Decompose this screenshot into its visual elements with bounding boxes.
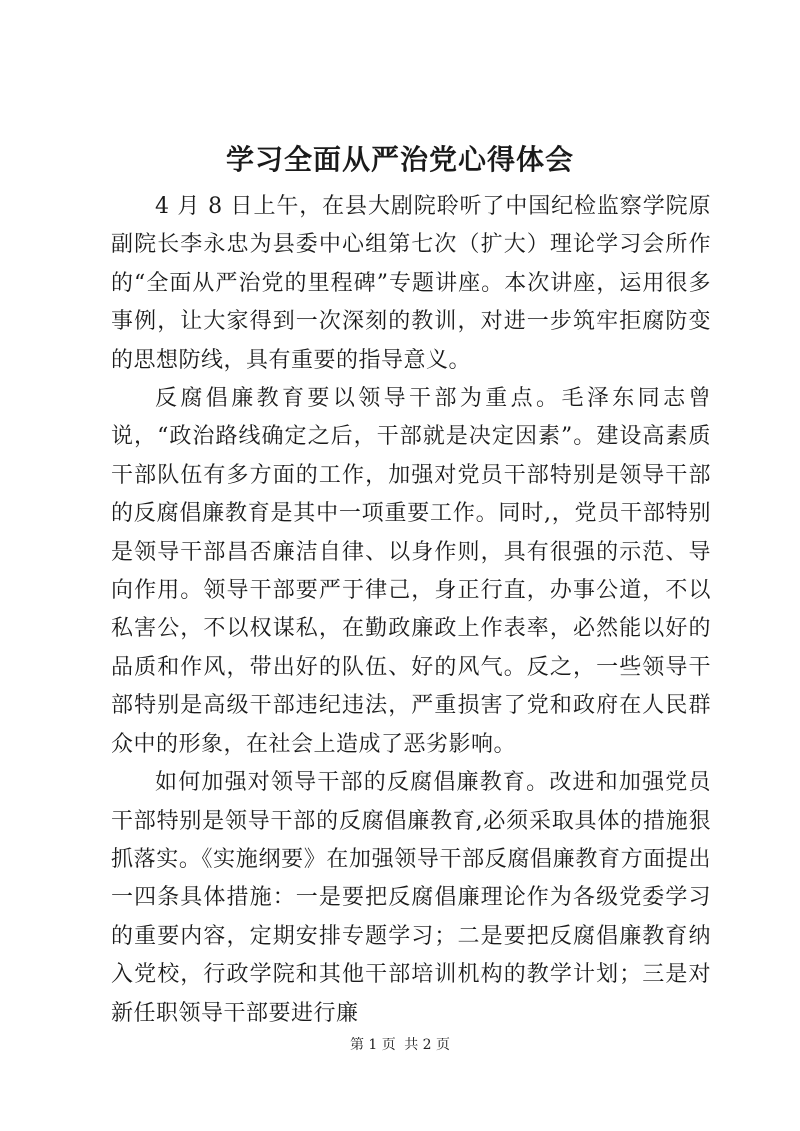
document-body bbox=[111, 188, 711, 1033]
page-footer bbox=[0, 1035, 800, 1055]
document-title: 学习全面从严治党心得体会 bbox=[225, 143, 574, 176]
paragraph: 4 月 8 日上午，在县大剧院聆听了中国纪检监察学院原副院长李永忠为县委中心组第七次（扩大）理论学习会所作的“全面从严治党的里程碑”专题讲座。本次讲座，运用很多事例，让大家得到一次深刻的教训，对进一步筑牢拒腐防变的思想防线，具有重要的指导意义。 bbox=[111, 194, 711, 373]
paragraph: 如何加强对领导干部的反腐倡廉教育。改进和加强党员干部特别是领导干部的反腐倡廉教育,必须采取具体的措施狠抓落实。《实施纲要》在加强领导干部反腐倡廉教育方面提出一四条具体措施：一是要把反腐倡廉理论作为各级党委学习的重要内容，定期安排专题学习；二是要把反腐倡廉教育纳入党校，行政学院和其他干部培训机构的教学计划；三是对新任职领导干部要进行廉 bbox=[111, 770, 711, 1026]
paragraph: 反腐倡廉教育要以领导干部为重点。毛泽东同志曾说，“政治路线确定之后，干部就是决定因素”。建设高素质干部队伍有多方面的工作，加强对党员干部特别是领导干部的反腐倡廉教育是其中一项重要工作。同时,，党员干部特别是领导干部昌否廉洁自律、以身作则，具有很强的示范、导向作用。领导干部要严于律己，身正行直，办事公道，不以私害公，不以权谋私，在勤政廉政上作表率，必然能以好的品质和作风，带出好的队伍、好的风气。反之，一些领导干部特别是高级干部违纪违法，严重损害了党和政府在人民群众中的形象，在社会上造成了恶劣影响。 bbox=[111, 386, 711, 757]
page-number: 第 1 页 bbox=[349, 1037, 396, 1053]
page-total: 共 2 页 bbox=[404, 1037, 451, 1053]
